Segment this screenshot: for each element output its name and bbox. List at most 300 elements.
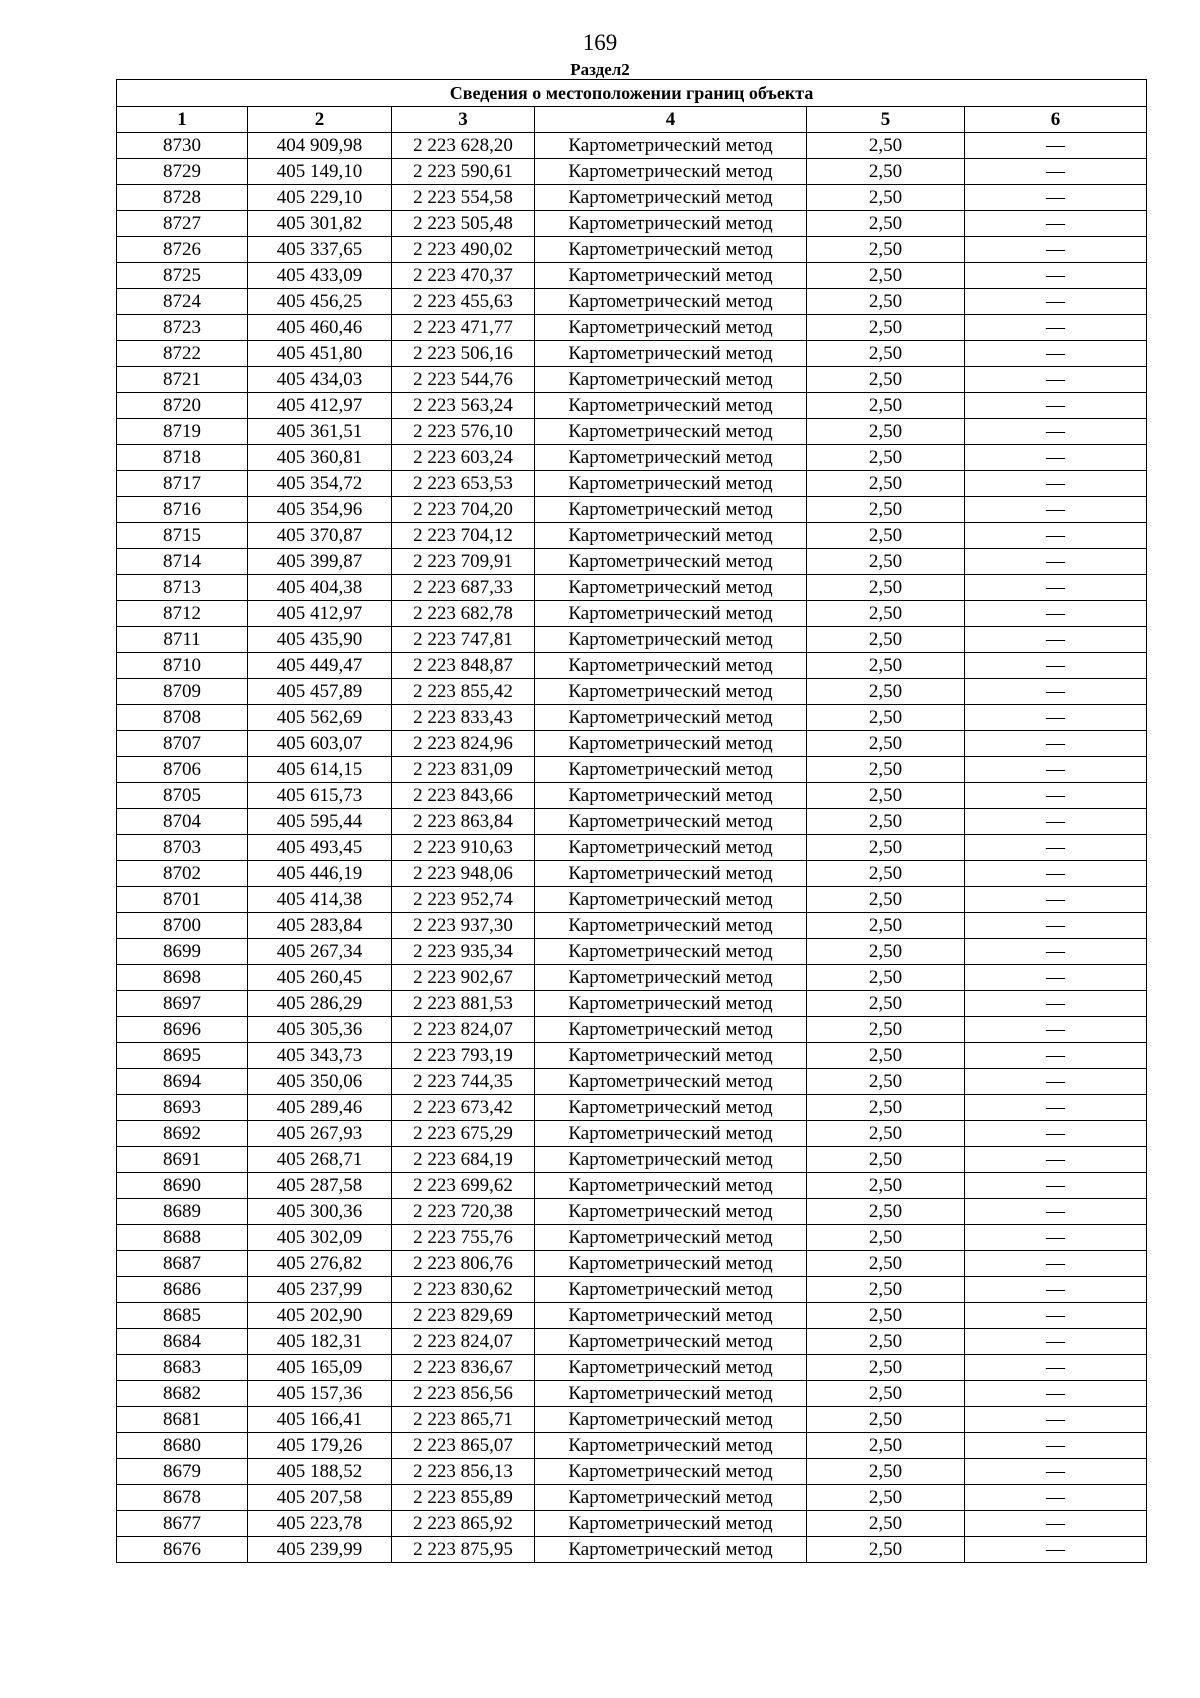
accuracy-cell: 2,50 [807,1199,965,1225]
accuracy-cell: 2,50 [807,393,965,419]
table-row [117,133,1147,159]
method-cell: Картометрический метод [535,1459,807,1485]
table-header-row [117,107,1147,133]
accuracy-cell: 2,50 [807,1485,965,1511]
table-row [117,393,1147,419]
x-coordinate-cell: 405 166,41 [248,1407,392,1433]
y-coordinate-cell: 2 223 848,87 [392,653,535,679]
method-cell: Картометрический метод [535,445,807,471]
method-cell: Картометрический метод [535,601,807,627]
method-cell: Картометрический метод [535,627,807,653]
accuracy-cell: 2,50 [807,1251,965,1277]
note-cell: — [965,1303,1147,1329]
method-cell: Картометрический метод [535,1095,807,1121]
table-row [117,1225,1147,1251]
point-number-cell: 8692 [117,1121,248,1147]
accuracy-cell: 2,50 [807,471,965,497]
method-cell: Картометрический метод [535,809,807,835]
x-coordinate-cell: 405 435,90 [248,627,392,653]
y-coordinate-cell: 2 223 709,91 [392,549,535,575]
y-coordinate-cell: 2 223 833,43 [392,705,535,731]
accuracy-cell: 2,50 [807,341,965,367]
x-coordinate-cell: 405 229,10 [248,185,392,211]
point-number-cell: 8717 [117,471,248,497]
note-cell: — [965,653,1147,679]
note-cell: — [965,809,1147,835]
method-cell: Картометрический метод [535,1381,807,1407]
table-row [117,341,1147,367]
note-cell: — [965,887,1147,913]
note-cell: — [965,133,1147,159]
x-coordinate-cell: 405 237,99 [248,1277,392,1303]
note-cell: — [965,1485,1147,1511]
y-coordinate-cell: 2 223 824,07 [392,1017,535,1043]
method-cell: Картометрический метод [535,939,807,965]
x-coordinate-cell: 405 276,82 [248,1251,392,1277]
y-coordinate-cell: 2 223 875,95 [392,1537,535,1563]
y-coordinate-cell: 2 223 505,48 [392,211,535,237]
point-number-cell: 8707 [117,731,248,757]
note-cell: — [965,549,1147,575]
y-coordinate-cell: 2 223 673,42 [392,1095,535,1121]
y-coordinate-cell: 2 223 856,56 [392,1381,535,1407]
method-cell: Картометрический метод [535,1225,807,1251]
y-coordinate-cell: 2 223 824,96 [392,731,535,757]
accuracy-cell: 2,50 [807,419,965,445]
point-number-cell: 8684 [117,1329,248,1355]
column-header-3: 3 [392,107,535,133]
y-coordinate-cell: 2 223 544,76 [392,367,535,393]
accuracy-cell: 2,50 [807,575,965,601]
table-row [117,861,1147,887]
x-coordinate-cell: 405 188,52 [248,1459,392,1485]
table-row [117,913,1147,939]
x-coordinate-cell: 405 202,90 [248,1303,392,1329]
table-row [117,445,1147,471]
method-cell: Картометрический метод [535,783,807,809]
accuracy-cell: 2,50 [807,445,965,471]
method-cell: Картометрический метод [535,263,807,289]
x-coordinate-cell: 405 562,69 [248,705,392,731]
table-row [117,575,1147,601]
method-cell: Картометрический метод [535,1173,807,1199]
y-coordinate-cell: 2 223 855,42 [392,679,535,705]
table-row [117,263,1147,289]
y-coordinate-cell: 2 223 881,53 [392,991,535,1017]
note-cell: — [965,523,1147,549]
method-cell: Картометрический метод [535,965,807,991]
x-coordinate-cell: 405 283,84 [248,913,392,939]
y-coordinate-cell: 2 223 863,84 [392,809,535,835]
x-coordinate-cell: 405 404,38 [248,575,392,601]
point-number-cell: 8723 [117,315,248,341]
note-cell: — [965,1329,1147,1355]
point-number-cell: 8693 [117,1095,248,1121]
x-coordinate-cell: 405 451,80 [248,341,392,367]
table-row [117,653,1147,679]
point-number-cell: 8713 [117,575,248,601]
y-coordinate-cell: 2 223 937,30 [392,913,535,939]
x-coordinate-cell: 405 449,47 [248,653,392,679]
accuracy-cell: 2,50 [807,263,965,289]
y-coordinate-cell: 2 223 699,62 [392,1173,535,1199]
accuracy-cell: 2,50 [807,991,965,1017]
point-number-cell: 8728 [117,185,248,211]
accuracy-cell: 2,50 [807,1355,965,1381]
point-number-cell: 8716 [117,497,248,523]
accuracy-cell: 2,50 [807,549,965,575]
y-coordinate-cell: 2 223 720,38 [392,1199,535,1225]
x-coordinate-cell: 405 287,58 [248,1173,392,1199]
note-cell: — [965,991,1147,1017]
point-number-cell: 8719 [117,419,248,445]
table-row [117,1381,1147,1407]
x-coordinate-cell: 405 239,99 [248,1537,392,1563]
x-coordinate-cell: 405 302,09 [248,1225,392,1251]
table-row [117,1459,1147,1485]
y-coordinate-cell: 2 223 948,06 [392,861,535,887]
point-number-cell: 8710 [117,653,248,679]
accuracy-cell: 2,50 [807,1225,965,1251]
accuracy-cell: 2,50 [807,757,965,783]
method-cell: Картометрический метод [535,1303,807,1329]
y-coordinate-cell: 2 223 836,67 [392,1355,535,1381]
table-row [117,939,1147,965]
note-cell: — [965,393,1147,419]
x-coordinate-cell: 405 493,45 [248,835,392,861]
note-cell: — [965,1251,1147,1277]
method-cell: Картометрический метод [535,341,807,367]
y-coordinate-cell: 2 223 806,76 [392,1251,535,1277]
x-coordinate-cell: 405 615,73 [248,783,392,809]
note-cell: — [965,1121,1147,1147]
note-cell: — [965,1433,1147,1459]
point-number-cell: 8683 [117,1355,248,1381]
note-cell: — [965,1199,1147,1225]
accuracy-cell: 2,50 [807,601,965,627]
table-row [117,1433,1147,1459]
accuracy-cell: 2,50 [807,133,965,159]
point-number-cell: 8699 [117,939,248,965]
note-cell: — [965,1017,1147,1043]
point-number-cell: 8704 [117,809,248,835]
table-row [117,1017,1147,1043]
point-number-cell: 8678 [117,1485,248,1511]
point-number-cell: 8691 [117,1147,248,1173]
accuracy-cell: 2,50 [807,1277,965,1303]
note-cell: — [965,445,1147,471]
note-cell: — [965,237,1147,263]
table-row [117,1303,1147,1329]
accuracy-cell: 2,50 [807,731,965,757]
accuracy-cell: 2,50 [807,939,965,965]
table-row [117,965,1147,991]
note-cell: — [965,497,1147,523]
table-row [117,835,1147,861]
table-row [117,757,1147,783]
table-row [117,1251,1147,1277]
method-cell: Картометрический метод [535,315,807,341]
method-cell: Картометрический метод [535,1147,807,1173]
note-cell: — [965,471,1147,497]
note-cell: — [965,1095,1147,1121]
method-cell: Картометрический метод [535,1511,807,1537]
x-coordinate-cell: 405 157,36 [248,1381,392,1407]
point-number-cell: 8722 [117,341,248,367]
method-cell: Картометрический метод [535,237,807,263]
accuracy-cell: 2,50 [807,523,965,549]
table-row [117,887,1147,913]
y-coordinate-cell: 2 223 675,29 [392,1121,535,1147]
point-number-cell: 8727 [117,211,248,237]
note-cell: — [965,601,1147,627]
accuracy-cell: 2,50 [807,1043,965,1069]
method-cell: Картометрический метод [535,159,807,185]
note-cell: — [965,1355,1147,1381]
method-cell: Картометрический метод [535,757,807,783]
method-cell: Картометрический метод [535,705,807,731]
point-number-cell: 8677 [117,1511,248,1537]
table-row [117,679,1147,705]
method-cell: Картометрический метод [535,575,807,601]
x-coordinate-cell: 405 149,10 [248,159,392,185]
y-coordinate-cell: 2 223 687,33 [392,575,535,601]
point-number-cell: 8695 [117,1043,248,1069]
accuracy-cell: 2,50 [807,913,965,939]
x-coordinate-cell: 405 289,46 [248,1095,392,1121]
point-number-cell: 8698 [117,965,248,991]
y-coordinate-cell: 2 223 910,63 [392,835,535,861]
point-number-cell: 8714 [117,549,248,575]
x-coordinate-cell: 405 456,25 [248,289,392,315]
y-coordinate-cell: 2 223 455,63 [392,289,535,315]
point-number-cell: 8726 [117,237,248,263]
column-header-2: 2 [248,107,392,133]
point-number-cell: 8685 [117,1303,248,1329]
y-coordinate-cell: 2 223 865,92 [392,1511,535,1537]
accuracy-cell: 2,50 [807,1407,965,1433]
x-coordinate-cell: 405 286,29 [248,991,392,1017]
method-cell: Картометрический метод [535,523,807,549]
accuracy-cell: 2,50 [807,835,965,861]
x-coordinate-cell: 405 268,71 [248,1147,392,1173]
y-coordinate-cell: 2 223 506,16 [392,341,535,367]
x-coordinate-cell: 405 300,36 [248,1199,392,1225]
table-caption: Сведения о местоположении границ объекта [117,80,1147,107]
accuracy-cell: 2,50 [807,1017,965,1043]
note-cell: — [965,757,1147,783]
method-cell: Картометрический метод [535,367,807,393]
point-number-cell: 8718 [117,445,248,471]
accuracy-cell: 2,50 [807,627,965,653]
accuracy-cell: 2,50 [807,1459,965,1485]
table-row [117,237,1147,263]
accuracy-cell: 2,50 [807,1329,965,1355]
point-number-cell: 8703 [117,835,248,861]
accuracy-cell: 2,50 [807,289,965,315]
note-cell: — [965,731,1147,757]
accuracy-cell: 2,50 [807,1095,965,1121]
note-cell: — [965,705,1147,731]
accuracy-cell: 2,50 [807,1381,965,1407]
table-row [117,1199,1147,1225]
y-coordinate-cell: 2 223 490,02 [392,237,535,263]
x-coordinate-cell: 405 343,73 [248,1043,392,1069]
note-cell: — [965,939,1147,965]
table-row [117,549,1147,575]
accuracy-cell: 2,50 [807,1173,965,1199]
point-number-cell: 8706 [117,757,248,783]
x-coordinate-cell: 405 267,34 [248,939,392,965]
point-number-cell: 8720 [117,393,248,419]
column-header-1: 1 [117,107,248,133]
table-row [117,1511,1147,1537]
method-cell: Картометрический метод [535,835,807,861]
note-cell: — [965,315,1147,341]
x-coordinate-cell: 405 182,31 [248,1329,392,1355]
method-cell: Картометрический метод [535,1043,807,1069]
method-cell: Картометрический метод [535,133,807,159]
y-coordinate-cell: 2 223 843,66 [392,783,535,809]
point-number-cell: 8680 [117,1433,248,1459]
point-number-cell: 8696 [117,1017,248,1043]
point-number-cell: 8729 [117,159,248,185]
accuracy-cell: 2,50 [807,1537,965,1563]
x-coordinate-cell: 405 207,58 [248,1485,392,1511]
y-coordinate-cell: 2 223 684,19 [392,1147,535,1173]
x-coordinate-cell: 405 446,19 [248,861,392,887]
note-cell: — [965,185,1147,211]
table-row [117,1147,1147,1173]
table-row [117,289,1147,315]
point-number-cell: 8694 [117,1069,248,1095]
x-coordinate-cell: 405 614,15 [248,757,392,783]
x-coordinate-cell: 405 457,89 [248,679,392,705]
table-row [117,497,1147,523]
accuracy-cell: 2,50 [807,887,965,913]
method-cell: Картометрический метод [535,653,807,679]
x-coordinate-cell: 405 370,87 [248,523,392,549]
y-coordinate-cell: 2 223 603,24 [392,445,535,471]
table-row [117,367,1147,393]
note-cell: — [965,159,1147,185]
x-coordinate-cell: 405 412,97 [248,601,392,627]
y-coordinate-cell: 2 223 829,69 [392,1303,535,1329]
point-number-cell: 8679 [117,1459,248,1485]
note-cell: — [965,1043,1147,1069]
note-cell: — [965,835,1147,861]
x-coordinate-cell: 405 412,97 [248,393,392,419]
y-coordinate-cell: 2 223 682,78 [392,601,535,627]
point-number-cell: 8700 [117,913,248,939]
y-coordinate-cell: 2 223 704,20 [392,497,535,523]
accuracy-cell: 2,50 [807,653,965,679]
table-row [117,471,1147,497]
method-cell: Картометрический метод [535,1407,807,1433]
column-header-6: 6 [965,107,1147,133]
note-cell: — [965,913,1147,939]
x-coordinate-cell: 405 354,96 [248,497,392,523]
accuracy-cell: 2,50 [807,1433,965,1459]
note-cell: — [965,861,1147,887]
x-coordinate-cell: 405 301,82 [248,211,392,237]
accuracy-cell: 2,50 [807,783,965,809]
note-cell: — [965,1511,1147,1537]
note-cell: — [965,419,1147,445]
point-number-cell: 8688 [117,1225,248,1251]
accuracy-cell: 2,50 [807,211,965,237]
accuracy-cell: 2,50 [807,679,965,705]
note-cell: — [965,367,1147,393]
y-coordinate-cell: 2 223 865,07 [392,1433,535,1459]
note-cell: — [965,341,1147,367]
x-coordinate-cell: 405 179,26 [248,1433,392,1459]
method-cell: Картометрический метод [535,1355,807,1381]
x-coordinate-cell: 405 434,03 [248,367,392,393]
method-cell: Картометрический метод [535,731,807,757]
point-number-cell: 8676 [117,1537,248,1563]
section-title: Раздел2 [570,60,630,79]
accuracy-cell: 2,50 [807,159,965,185]
accuracy-cell: 2,50 [807,809,965,835]
table-row [117,1537,1147,1563]
x-coordinate-cell: 405 460,46 [248,315,392,341]
table-row [117,315,1147,341]
table-row [117,1173,1147,1199]
method-cell: Картометрический метод [535,679,807,705]
y-coordinate-cell: 2 223 902,67 [392,965,535,991]
method-cell: Картометрический метод [535,913,807,939]
point-number-cell: 8725 [117,263,248,289]
table-row [117,991,1147,1017]
table-row [117,731,1147,757]
point-number-cell: 8724 [117,289,248,315]
method-cell: Картометрический метод [535,1485,807,1511]
x-coordinate-cell: 405 305,36 [248,1017,392,1043]
table-row [117,1069,1147,1095]
method-cell: Картометрический метод [535,887,807,913]
method-cell: Картометрический метод [535,497,807,523]
y-coordinate-cell: 2 223 628,20 [392,133,535,159]
point-number-cell: 8690 [117,1173,248,1199]
method-cell: Картометрический метод [535,861,807,887]
y-coordinate-cell: 2 223 471,77 [392,315,535,341]
method-cell: Картометрический метод [535,1251,807,1277]
point-number-cell: 8686 [117,1277,248,1303]
y-coordinate-cell: 2 223 856,13 [392,1459,535,1485]
x-coordinate-cell: 405 337,65 [248,237,392,263]
accuracy-cell: 2,50 [807,1147,965,1173]
method-cell: Картометрический метод [535,1199,807,1225]
x-coordinate-cell: 405 399,87 [248,549,392,575]
page-number: 169 [582,30,618,55]
y-coordinate-cell: 2 223 793,19 [392,1043,535,1069]
note-cell: — [965,1173,1147,1199]
x-coordinate-cell: 405 267,93 [248,1121,392,1147]
accuracy-cell: 2,50 [807,237,965,263]
point-number-cell: 8682 [117,1381,248,1407]
method-cell: Картометрический метод [535,1121,807,1147]
point-number-cell: 8708 [117,705,248,731]
point-number-cell: 8709 [117,679,248,705]
y-coordinate-cell: 2 223 952,74 [392,887,535,913]
y-coordinate-cell: 2 223 554,58 [392,185,535,211]
x-coordinate-cell: 405 414,38 [248,887,392,913]
x-coordinate-cell: 405 350,06 [248,1069,392,1095]
x-coordinate-cell: 405 603,07 [248,731,392,757]
boundary-coordinates-table [116,79,1147,1563]
point-number-cell: 8712 [117,601,248,627]
